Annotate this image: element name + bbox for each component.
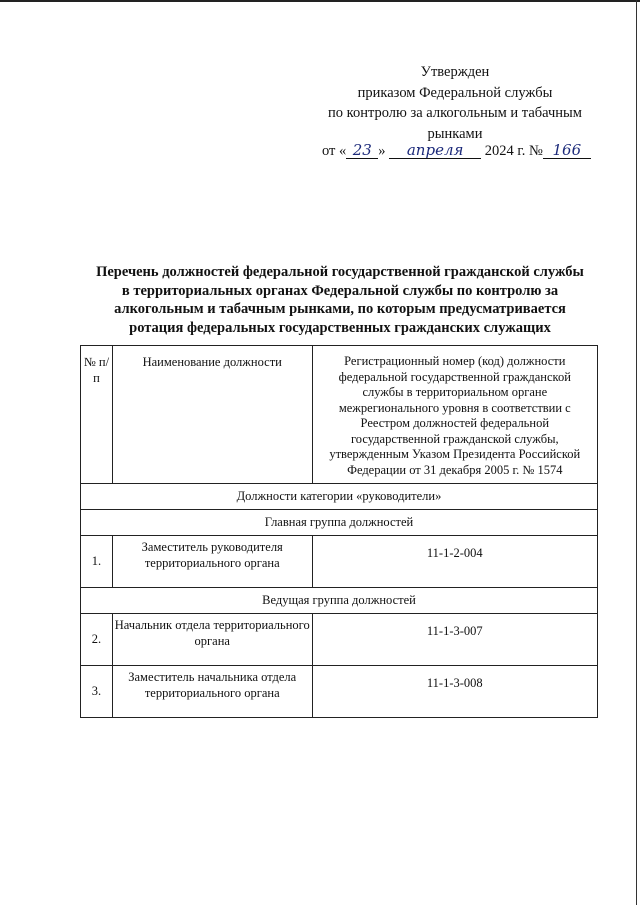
title-line-2: в территориальных органах Федеральной службы по контролю за	[121, 282, 559, 299]
group-main-label: Главная группа должностей	[81, 510, 598, 536]
positions-table	[80, 345, 598, 718]
title-line-1: Перечень должностей федеральной государственной гражданской службы	[96, 264, 584, 280]
row-code: 11-1-3-007	[312, 614, 597, 666]
header-registry-code: Регистрационный номер (код) должности федеральной государственной гражданской службы в территориальном органе межрегионального уровня в соответствии с Реестром должностей федеральной государственной гражданской службы, утвержденным Указом Президента Российской Федерации от 31 декабря 2005 г. № 1574	[312, 346, 597, 484]
header-position-name: Наименование должности	[112, 346, 312, 484]
table-header-row	[81, 346, 598, 484]
row-number: 3.	[81, 666, 113, 718]
row-position-name: Заместитель начальника отдела территориального органа	[112, 666, 312, 718]
title-line-3: алкогольным и табачным рынками, по которым предусматривается	[114, 301, 566, 317]
approval-line-2: приказом Федеральной службы	[357, 84, 553, 101]
approval-date-line	[322, 142, 591, 160]
date-year: 2024 г. №	[484, 143, 543, 159]
table-row	[81, 614, 598, 666]
approval-line-4: рынками	[427, 125, 483, 142]
row-number: 2.	[81, 614, 113, 666]
row-code: 11-1-3-008	[312, 666, 597, 718]
row-code: 11-1-2-004	[312, 536, 597, 588]
document-title	[60, 263, 620, 337]
row-position-name: Заместитель руководителя территориального органа	[112, 536, 312, 588]
table-row	[81, 536, 598, 588]
approval-block	[300, 62, 610, 144]
table-row	[81, 666, 598, 718]
handwritten-order-number: 166	[543, 142, 591, 159]
handwritten-day: 23	[346, 142, 378, 159]
approval-line-3: по контролю за алкогольным и табачным	[328, 105, 582, 121]
date-day-close: »	[378, 143, 386, 159]
scan-right-edge	[636, 0, 637, 905]
row-number: 1.	[81, 536, 113, 588]
group-lead-label: Ведущая группа должностей	[81, 588, 598, 614]
group-row-main	[81, 510, 598, 536]
date-prefix: от «	[322, 143, 347, 159]
scan-top-edge	[0, 0, 640, 2]
header-number: № п/п	[81, 346, 113, 484]
handwritten-month: апреля	[389, 142, 481, 159]
approval-line-1: Утвержден	[420, 64, 490, 80]
row-position-name: Начальник отдела территориального органа	[112, 614, 312, 666]
category-label: Должности категории «руководители»	[81, 484, 598, 510]
group-row-lead	[81, 588, 598, 614]
category-row	[81, 484, 598, 510]
title-line-4: ротация федеральных государственных гражданских служащих	[129, 319, 551, 336]
